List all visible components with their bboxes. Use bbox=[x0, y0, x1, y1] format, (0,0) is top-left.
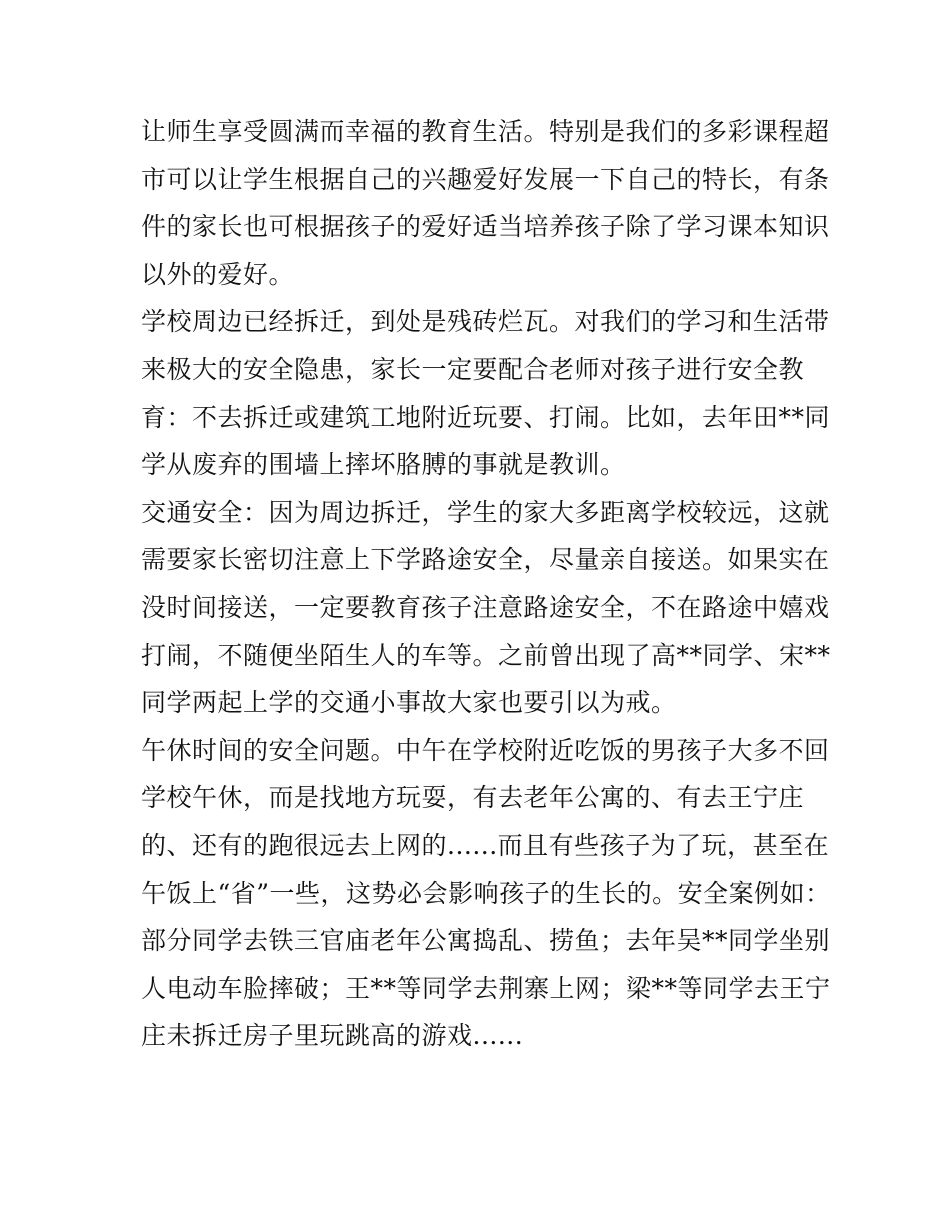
text-line: 同学两起上学的交通小事故大家也要引以为戒。 bbox=[141, 688, 677, 718]
text-line: 件的家长也可根据孩子的爱好适当培养孩子除了学习课本知识 bbox=[141, 212, 830, 242]
document-body bbox=[141, 108, 831, 1060]
text-line: 的、还有的跑很远去上网的......而且有些孩子为了玩，甚至在 bbox=[141, 830, 830, 860]
text-line: 学校午休，而是找地方玩耍，有去老年公寓的、有去王宁庄 bbox=[141, 783, 805, 813]
text-line: 学从废弃的围墙上摔坏胳膊的事就是教训。 bbox=[141, 450, 626, 480]
text-line: 学校周边已经拆迁，到处是残砖烂瓦。对我们的学习和生活带 bbox=[141, 307, 830, 337]
text-line: 市可以让学生根据自己的兴趣爱好发展一下自己的特长，有条 bbox=[141, 164, 830, 194]
text-line: 育：不去拆迁或建筑工地附近玩要、打闹。比如，去年田**同 bbox=[141, 402, 831, 432]
text-line: 需要家长密切注意上下学路途安全，尽量亲自接送。如果实在 bbox=[141, 545, 830, 575]
text-line: 人电动车脸摔破；王**等同学去荆寨上网；梁**等同学去王宁 bbox=[141, 973, 831, 1003]
text-line: 没时间接送，一定要教育孩子注意路途安全，不在路途中嬉戏 bbox=[141, 592, 830, 622]
text-line: 打闹，不随便坐陌生人的车等。之前曾出现了高**同学、宋** bbox=[141, 640, 831, 670]
text-line: 来极大的安全隐患，家长一定要配合老师对孩子进行安全教 bbox=[141, 354, 805, 384]
text-line: 部分同学去铁三官庙老年公寓捣乱、捞鱼；去年吴**同学坐别 bbox=[141, 926, 831, 956]
text-line: 午饭上“省”一些，这势必会影响孩子的生长的。安全案例如： bbox=[141, 878, 831, 908]
text-line: 以外的爱好。 bbox=[141, 259, 295, 289]
text-line: 午休时间的安全问题。中午在学校附近吃饭的男孩子大多不回 bbox=[141, 735, 830, 765]
text-line: 庄未拆迁房子里玩跳高的游戏...... bbox=[141, 1021, 524, 1051]
text-line: 交通安全：因为周边拆迁，学生的家大多距离学校较远，这就 bbox=[141, 497, 830, 527]
text-line: 让师生享受圆满而幸福的教育生活。特别是我们的多彩课程超 bbox=[141, 117, 830, 146]
